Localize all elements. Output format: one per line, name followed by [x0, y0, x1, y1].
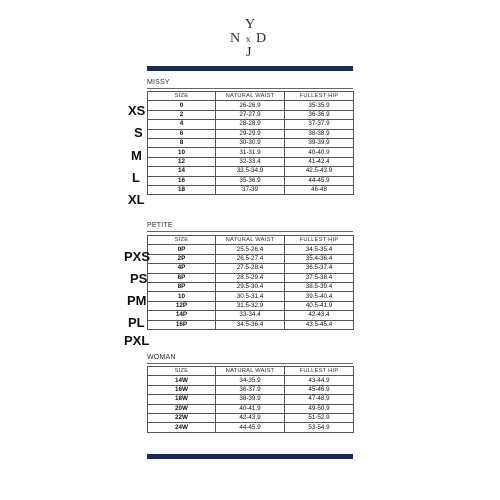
waist-cell: 28-28.9	[216, 120, 285, 129]
column-header: FULLEST HIP	[285, 236, 354, 245]
table-row	[148, 404, 354, 413]
size-cell: 14	[148, 167, 216, 176]
column-header: FULLEST HIP	[285, 92, 354, 101]
column-header: SIZE	[148, 236, 216, 245]
hip-cell: 38.5-39.4	[285, 282, 354, 291]
size-table-petite	[147, 235, 354, 330]
size-cell: 18W	[148, 395, 216, 404]
table-row	[148, 292, 354, 301]
hip-cell: 41-42.4	[285, 157, 354, 166]
waist-cell: 28.5-29.4	[216, 273, 285, 282]
waist-cell: 37-39	[216, 185, 285, 194]
waist-cell: 26-26.9	[216, 101, 285, 110]
table-row	[148, 413, 354, 422]
size-cell: 16P	[148, 320, 216, 329]
hip-cell: 45-46.9	[285, 385, 354, 394]
table-row	[148, 311, 354, 320]
hip-cell: 53-54.9	[285, 423, 354, 432]
logo-letter: x	[246, 34, 251, 44]
waist-cell: 33.5-34.9	[216, 167, 285, 176]
table-row	[148, 254, 354, 263]
brand-logo	[228, 18, 274, 68]
waist-cell: 34.5-36.4	[216, 320, 285, 329]
waist-cell: 25.5-26.4	[216, 245, 285, 254]
waist-cell: 31-31.9	[216, 148, 285, 157]
table-row	[148, 157, 354, 166]
size-cell: 0	[148, 101, 216, 110]
hip-cell: 40-40.9	[285, 148, 354, 157]
hip-cell: 40.5-41.9	[285, 301, 354, 310]
size-cell: 10	[148, 148, 216, 157]
alpha-size-label: S	[134, 125, 143, 140]
size-cell: 12P	[148, 301, 216, 310]
table-row	[148, 120, 354, 129]
size-cell: 22W	[148, 413, 216, 422]
column-header: NATURAL WAIST	[216, 92, 285, 101]
hip-cell: 35-35.9	[285, 101, 354, 110]
column-header: SIZE	[148, 367, 216, 376]
table-header-row	[148, 92, 354, 101]
section-title-woman: WOMAN	[147, 354, 176, 361]
table-row	[148, 129, 354, 138]
waist-cell: 31.5-32.9	[216, 301, 285, 310]
waist-cell: 40-41.9	[216, 404, 285, 413]
column-header: NATURAL WAIST	[216, 236, 285, 245]
hip-cell: 43-44.9	[285, 376, 354, 385]
hip-cell: 43.5-45.4	[285, 320, 354, 329]
hip-cell: 49-50.9	[285, 404, 354, 413]
hip-cell: 42.5-43.9	[285, 167, 354, 176]
table-row	[148, 167, 354, 176]
size-cell: 24W	[148, 423, 216, 432]
section-divider	[147, 363, 353, 364]
alpha-size-label: PS	[130, 271, 148, 286]
size-cell: 12	[148, 157, 216, 166]
hip-cell: 44-45.9	[285, 176, 354, 185]
waist-cell: 35-36.9	[216, 176, 285, 185]
logo-letter: N	[230, 31, 241, 46]
size-cell: 6P	[148, 273, 216, 282]
hip-cell: 37.5-38.4	[285, 273, 354, 282]
size-cell: 16	[148, 176, 216, 185]
alpha-size-label: M	[131, 148, 142, 163]
logo-letter: Y	[245, 17, 256, 32]
waist-cell: 38-39.9	[216, 395, 285, 404]
hip-cell: 34.5-35.4	[285, 245, 354, 254]
table-row	[148, 301, 354, 310]
table-row	[148, 376, 354, 385]
alpha-size-label: L	[132, 170, 140, 185]
table-row	[148, 245, 354, 254]
section-divider	[147, 231, 353, 232]
table-row	[148, 110, 354, 119]
size-table-woman	[147, 366, 354, 433]
hip-cell: 39-39.9	[285, 138, 354, 147]
hip-cell: 36.5-37.4	[285, 264, 354, 273]
column-header: NATURAL WAIST	[216, 367, 285, 376]
table-row	[148, 138, 354, 147]
waist-cell: 36-37.9	[216, 385, 285, 394]
size-cell: 16W	[148, 385, 216, 394]
size-cell: 6	[148, 129, 216, 138]
hip-cell: 39.5-40.4	[285, 292, 354, 301]
table-row	[148, 385, 354, 394]
size-cell: 10	[148, 292, 216, 301]
alpha-size-label: XS	[128, 103, 146, 118]
waist-cell: 27-27.9	[216, 110, 285, 119]
size-cell: 14W	[148, 376, 216, 385]
footer-rule	[147, 454, 353, 459]
table-header-row	[148, 236, 354, 245]
waist-cell: 26.5-27.4	[216, 254, 285, 263]
waist-cell: 30-30.9	[216, 138, 285, 147]
table-row	[148, 320, 354, 329]
logo-letter: J	[246, 45, 252, 60]
waist-cell: 32-33.4	[216, 157, 285, 166]
size-cell: 0P	[148, 245, 216, 254]
column-header: SIZE	[148, 92, 216, 101]
hip-cell: 35.4-36.4	[285, 254, 354, 263]
section-title-missy: MISSY	[147, 79, 170, 86]
table-row	[148, 273, 354, 282]
hip-cell: 37-37.9	[285, 120, 354, 129]
alpha-size-label: PM	[127, 293, 147, 308]
waist-cell: 42-43.9	[216, 413, 285, 422]
section-divider	[147, 88, 353, 89]
hip-cell: 38-38.9	[285, 129, 354, 138]
hip-cell: 47-48.9	[285, 395, 354, 404]
size-cell: 8	[148, 138, 216, 147]
waist-cell: 27.5-28.4	[216, 264, 285, 273]
waist-cell: 33-34.4	[216, 311, 285, 320]
size-cell: 2P	[148, 254, 216, 263]
hip-cell: 36-36.9	[285, 110, 354, 119]
size-cell: 2	[148, 110, 216, 119]
table-row	[148, 185, 354, 194]
size-table-missy	[147, 91, 354, 195]
table-row	[148, 148, 354, 157]
table-row	[148, 395, 354, 404]
size-cell: 14P	[148, 311, 216, 320]
logo-letter: D	[256, 31, 267, 46]
waist-cell: 29-29.9	[216, 129, 285, 138]
waist-cell: 34-35.9	[216, 376, 285, 385]
section-title-petite: PETITE	[147, 222, 173, 229]
table-header-row	[148, 367, 354, 376]
header-rule	[147, 66, 353, 71]
size-cell: 20W	[148, 404, 216, 413]
table-row	[148, 264, 354, 273]
size-cell: 4P	[148, 264, 216, 273]
hip-cell: 51-52.9	[285, 413, 354, 422]
table-row	[148, 282, 354, 291]
alpha-size-label: PL	[128, 315, 145, 330]
waist-cell: 29.5-30.4	[216, 282, 285, 291]
column-header: FULLEST HIP	[285, 367, 354, 376]
waist-cell: 44-45.9	[216, 423, 285, 432]
waist-cell: 30.5-31.4	[216, 292, 285, 301]
hip-cell: 46-48	[285, 185, 354, 194]
size-cell: 4	[148, 120, 216, 129]
table-row	[148, 101, 354, 110]
hip-cell: 42-43.4	[285, 311, 354, 320]
table-row	[148, 423, 354, 432]
alpha-size-label: XL	[128, 192, 145, 207]
alpha-size-label: PXS	[124, 249, 151, 264]
table-row	[148, 176, 354, 185]
size-cell: 8P	[148, 282, 216, 291]
alpha-size-label: PXL	[124, 333, 150, 348]
size-cell: 18	[148, 185, 216, 194]
